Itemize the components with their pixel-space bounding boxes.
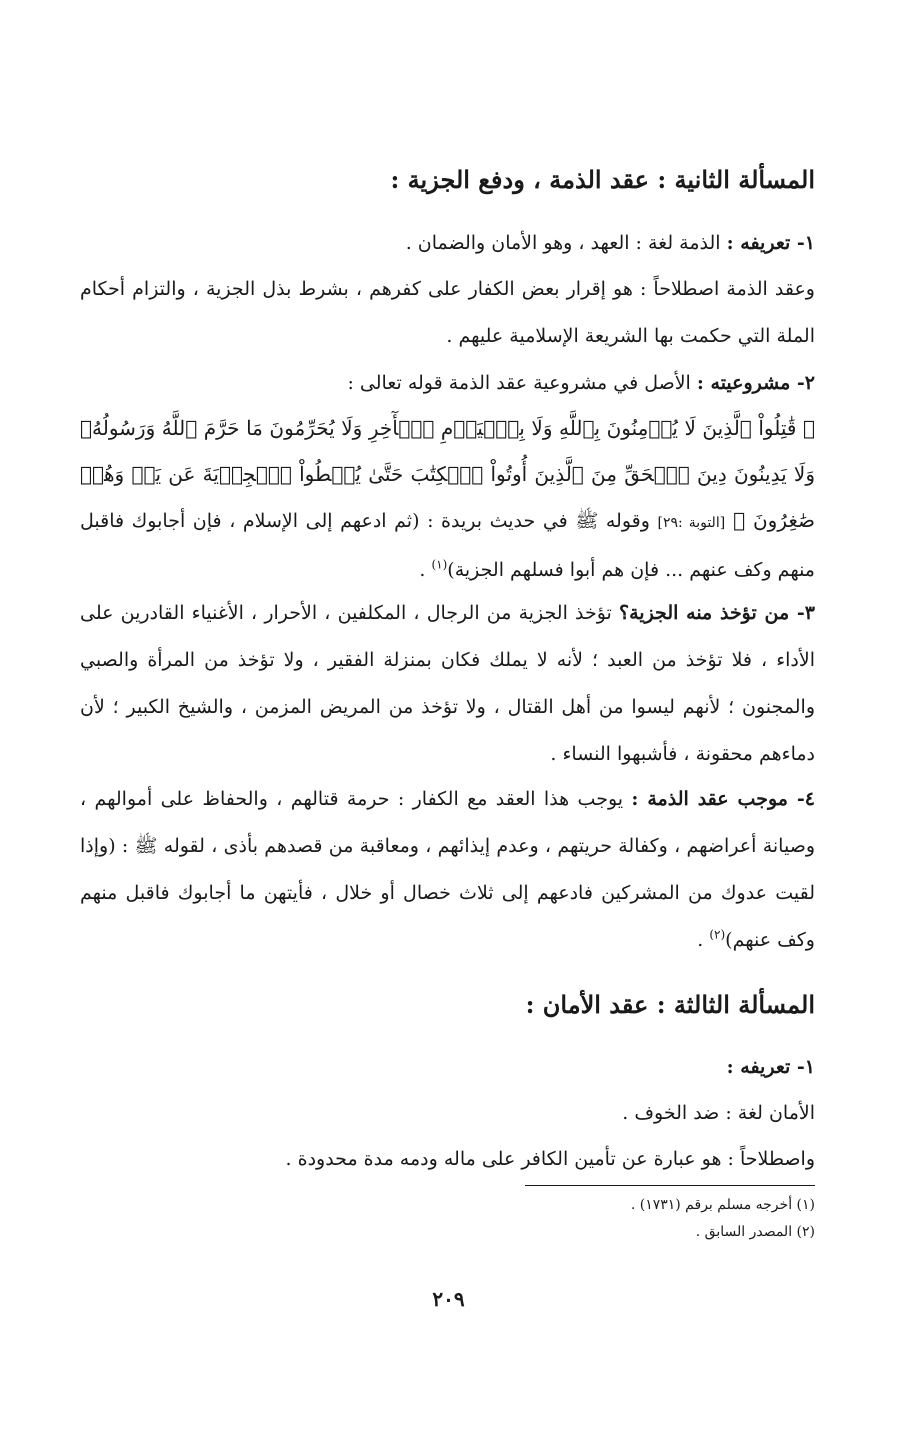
payers-lead: ٣- من تؤخذ منه الجزية؟: [619, 602, 816, 624]
footnote-2: (٢) المصدر السابق .: [695, 1224, 815, 1240]
effect-paragraph: [80, 776, 815, 964]
definition-paragraph: [80, 220, 815, 267]
effect-end: .: [697, 929, 710, 951]
verse-reference: [التوبة :٢٩]: [657, 515, 726, 531]
definition-text: الذمة لغة : العهد ، وهو الأمان والضمان .: [405, 232, 727, 254]
payers-text: تؤخذ الجزية من الرجال ، المكلفين ، الأحرار ، الأغنياء القادرين على الأداء ، فلا تؤخذ من العبد ؛ لأنه لا يملك فكان بمنزلة الفقير ، ولا تؤخذ من المرأة والصبي والمجنون ؛ لأنهم ليسوا من أهل القتال ، ولا تؤخذ من المريض المزمن ، والشيخ الكبير ؛ لأن دماءهم محقونة ، فأشبهوا النساء .: [80, 602, 815, 765]
hadith-intro: وقوله ﷺ في حديث بريدة : (ثم ادعهم إلى الإسلام ، فإن أجابوك فاقبل منهم وكف عنهم ... فإن هم أبوا فسلهم الجزية): [80, 510, 815, 581]
effect-lead: ٤- موجب عقد الذمة :: [631, 788, 815, 810]
section3-definition-lead-line: [80, 1044, 815, 1091]
legitimacy-paragraph: [80, 360, 815, 407]
term-definition: واصطلاحاً : هو عبارة عن تأمين الكافر على ماله ودمه مدة محدودة .: [285, 1148, 815, 1170]
legitimacy-lead: ٢- مشروعيته :: [696, 372, 815, 394]
footnote-1: (١) أخرجه مسلم برقم (١٧٣١) .: [630, 1197, 815, 1213]
payers-paragraph: [80, 590, 815, 778]
section3-definition-lead: ١- تعريفه :: [726, 1056, 815, 1078]
footnote-marker-2: (٢): [709, 927, 726, 942]
effect-text: يوجب هذا العقد مع الكفار : حرمة قتالهم ، والحفاظ على أموالهم ، وصيانة أعراضهم ، وكفالة حريتهم ، وعدم إيذائهم ، ومعاقبة من قصدهم بأذى ، لقوله ﷺ : (وإذا لقيت عدوك من المشركين فادعهم إلى ثلاث خصال أو خلال ، فأيتهن ما أجابوك فاقبل منهم وكف عنهم): [80, 788, 815, 951]
section2-heading: المسألة الثانية : عقد الذمة ، ودفع الجزية :: [390, 165, 815, 194]
quran-verse: ﴿ قَٰتِلُواْ ٱلَّذِينَ لَا يُؤۡمِنُونَ بِٱللَّهِ وَلَا بِٱلۡيَوۡمِ ٱلۡأٓخِرِ وَلَا يُحَرِّمُونَ مَا حَرَّمَ ٱللَّهُ وَرَسُولُهُۥ وَلَا يَدِينُونَ دِينَ ٱلۡحَقِّ مِنَ ٱلَّذِينَ أُوتُواْ ٱلۡكِتَٰبَ حَتَّىٰ يُعۡطُواْ ٱلۡجِزۡيَةَ عَن يَدٖ وَهُمۡ صَٰغِرُونَ ﴾: [80, 416, 815, 532]
language-definition: الأمان لغة : ضد الخوف .: [622, 1102, 815, 1124]
section3-heading: المسألة الثالثة : عقد الأمان :: [525, 990, 815, 1019]
footnote-separator: [525, 1185, 815, 1186]
footnote-marker-1: (١): [431, 557, 448, 572]
legitimacy-text: الأصل في مشروعية عقد الذمة قوله تعالى :: [347, 372, 697, 394]
quran-verse-paragraph: [80, 405, 815, 593]
page-number: ٢٠٩: [432, 1287, 465, 1311]
hadith-end: .: [419, 559, 432, 581]
definition-lead: ١- تعريفه :: [726, 232, 815, 254]
term-definition-paragraph: وعقد الذمة اصطلاحاً : هو إقرار بعض الكفار على كفرهم ، بشرط بذل الجزية ، والتزام أحكام الملة التي حكمت بها الشريعة الإسلامية عليهم .: [80, 278, 815, 347]
